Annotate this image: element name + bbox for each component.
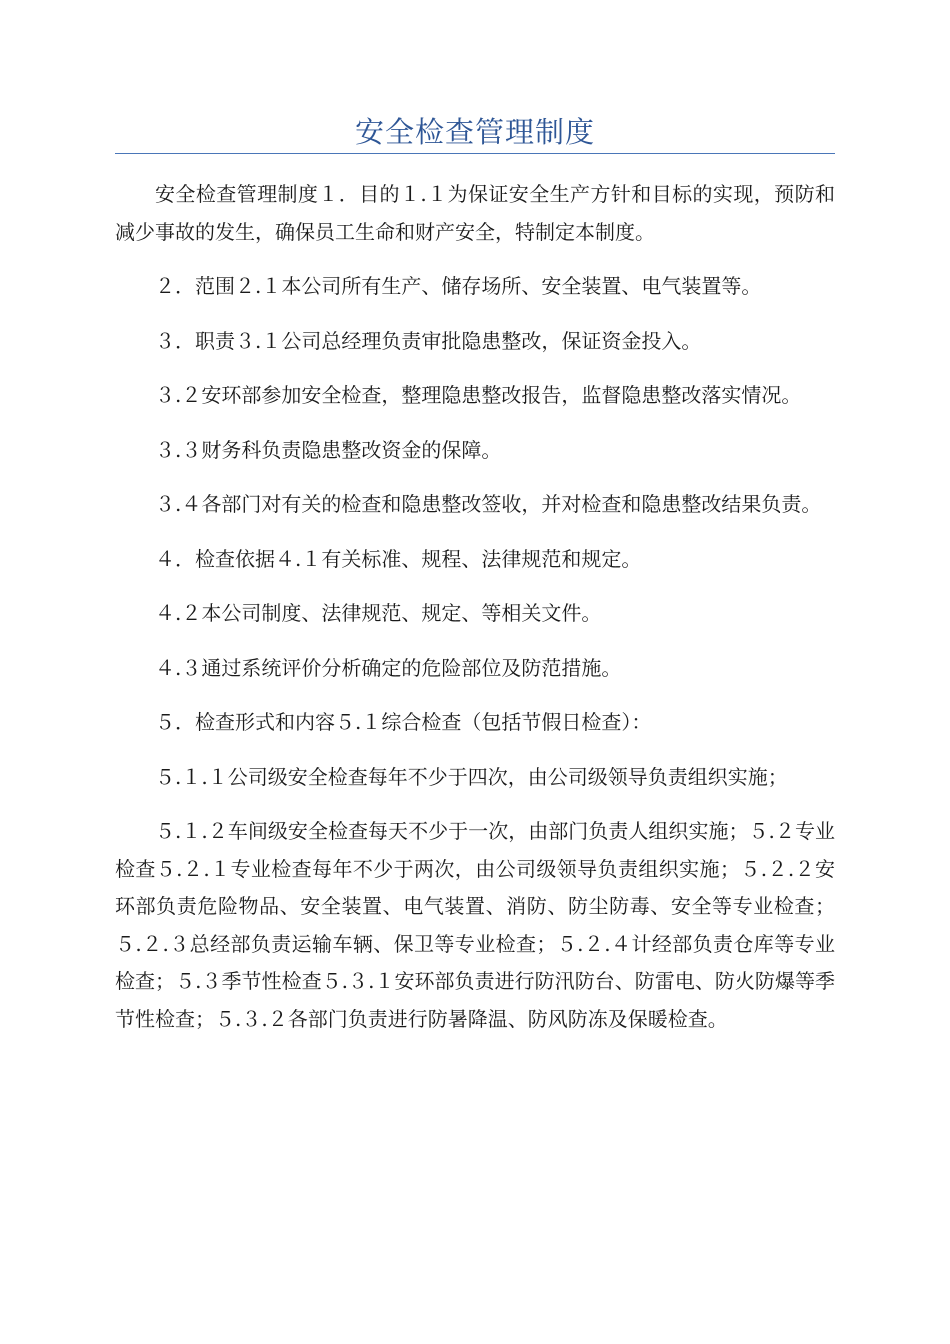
paragraph-responsibility-3-2: ３.２安环部参加安全检查，整理隐患整改报告，监督隐患整改落实情况。 — [155, 383, 802, 407]
paragraph-basis-4-2: ４.２本公司制度、法律规范、规定、等相关文件。 — [155, 601, 602, 625]
document-body — [115, 176, 835, 1038]
paragraph-inspection-details: ５.１.２车间级安全检查每天不少于一次，由部门负责人组织实施；５.２专业检查５.２.１专业检查每年不少于两次，由公司级领导负责组织实施；５.２.２安环部负责危险物品、安全装置、电气装置、消防、防尘防毒、安全等专业检查；５.２.３总经部负责运输车辆、保卫等专业检查；５.２.４计经部负责仓库等专业检查；５.３季节性检查５.３.１安环部负责进行防汛防台、防雷电、防火防爆等季节性检查；５.３.２各部门负责进行防暑降温、防风防冻及保暖检查。 — [115, 819, 835, 1031]
paragraph-responsibility-3-1: ３．职责３.１公司总经理负责审批隐患整改，保证资金投入。 — [155, 328, 702, 353]
paragraph-basis-4-3: ４.３通过系统评价分析确定的危险部位及防范措施。 — [155, 655, 622, 680]
document-title: 安全检查管理制度 — [354, 115, 595, 149]
paragraph-basis-4-1: ４．检查依据４.１有关标准、规程、法律规范和规定。 — [155, 546, 642, 571]
paragraph-purpose: 安全检查管理制度１．目的１.１为保证安全生产方针和目标的实现，预防和减少事故的发生，确保员工生命和财产安全，特制定本制度。 — [115, 182, 835, 244]
paragraph-inspection-forms: ５．检查形式和内容５.１综合检查（包括节假日检查）： — [155, 710, 652, 734]
paragraph-inspection-5-1-1: ５.１.１公司级安全检查每年不少于四次，由公司级领导负责组织实施； — [155, 764, 788, 789]
paragraph-scope: ２．范围２.１本公司所有生产、储存场所、安全装置、电气装置等。 — [155, 274, 762, 298]
title-underline — [115, 153, 835, 154]
paragraph-responsibility-3-3: ３.３财务科负责隐患整改资金的保障。 — [155, 437, 502, 462]
paragraph-responsibility-3-4: ３.４各部门对有关的检查和隐患整改签收，并对检查和隐患整改结果负责。 — [155, 492, 822, 516]
